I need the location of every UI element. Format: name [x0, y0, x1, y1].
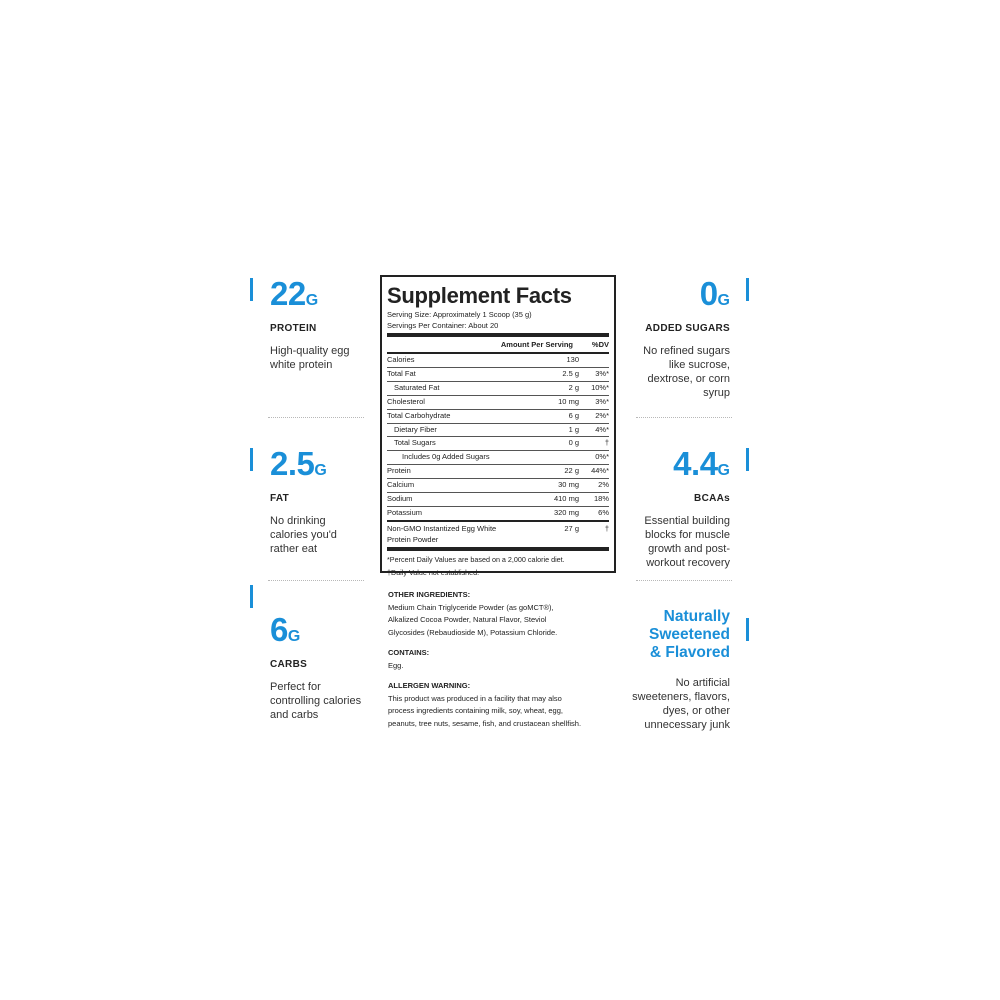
facts-footnotes — [387, 547, 609, 578]
servings-per-container: Servings Per Container: About 20 — [387, 321, 499, 330]
other-ingredients-text: Medium Chain Triglyceride Powder (as goMCT®), Alkalized Cocoa Powder, Natural Flavor, Steviol Glycosides (Rebaudioside M), Potassium Chloride. — [388, 602, 558, 637]
accent-bar — [250, 448, 253, 471]
facts-row: Cholesterol 10 mg 3%* — [387, 396, 609, 410]
accent-bar — [250, 585, 253, 608]
allergen-text: This product was produced in a facility that may also process ingredients containing milk, soy, wheat, egg, peanuts, tree nuts, sesame, fish, and crustacean shellfish. — [388, 693, 582, 728]
stat-value: 4.4G — [673, 445, 730, 482]
facts-row: Includes 0g Added Sugars 0%* — [387, 451, 609, 465]
stat-description: No drinking calories you'd rather eat — [270, 515, 337, 555]
accent-bar — [746, 448, 749, 471]
other-ingredients-heading: OTHER INGREDIENTS: — [388, 590, 471, 599]
supplement-facts-panel — [380, 275, 616, 577]
facts-title: Supplement Facts — [387, 283, 572, 308]
facts-row: Total Carbohydrate 6 g 2%* — [387, 410, 609, 424]
carbs-stat — [270, 612, 390, 722]
natural-title: Naturally Sweetened & Flavored — [649, 608, 730, 661]
added-sugars-stat — [600, 276, 730, 400]
facts-row: Sodium 410 mg 18% — [387, 493, 609, 507]
dv-header: %DV — [591, 340, 609, 349]
facts-row: Protein 22 g 44%* — [387, 465, 609, 479]
accent-bar — [746, 618, 749, 641]
stat-value: 0G — [699, 275, 730, 312]
divider — [268, 580, 364, 581]
accent-bar — [746, 278, 749, 301]
facts-header-row — [387, 337, 609, 354]
contains-text: Egg. — [388, 660, 404, 670]
facts-row: Dietary Fiber 1 g 4%* — [387, 424, 609, 438]
stat-label: CARBS — [270, 659, 308, 670]
facts-row: Total Sugars 0 g † — [387, 437, 609, 451]
stat-value: 2.5G — [270, 445, 327, 482]
stat-value: 22G — [270, 275, 319, 312]
footnote-not-established: †Daily Value not established. — [387, 567, 480, 577]
divider — [636, 417, 732, 418]
divider — [268, 417, 364, 418]
amount-per-serving-header: Amount Per Serving — [500, 340, 573, 349]
bcaas-stat — [600, 446, 730, 570]
ingredients-section — [388, 589, 628, 730]
stat-label: PROTEIN — [270, 323, 317, 334]
facts-row: Saturated Fat 2 g 10%* — [387, 382, 609, 396]
stat-description: Essential building blocks for muscle growth and post- workout recovery — [644, 515, 730, 569]
allergen-heading: ALLERGEN WARNING: — [388, 681, 471, 690]
fat-stat — [270, 446, 390, 556]
footnote-dv: *Percent Daily Values are based on a 2,000 calorie diet. — [387, 554, 565, 564]
contains-heading: CONTAINS: — [388, 648, 430, 657]
facts-row: Total Fat 2.5 g 3%* — [387, 368, 609, 382]
natural-description: No artificial sweeteners, flavors, dyes, or other unnecessary junk — [632, 677, 730, 731]
stat-description: Perfect for controlling calories and carbs — [270, 681, 362, 721]
accent-bar — [250, 278, 253, 301]
facts-row: Calories 130 — [387, 354, 609, 368]
facts-row: Non-GMO Instantized Egg White Protein Powder 27 g † — [387, 523, 609, 544]
protein-stat — [270, 276, 390, 372]
divider — [636, 580, 732, 581]
stat-value: 6G — [270, 611, 301, 648]
stat-label: FAT — [270, 493, 290, 504]
facts-row: Calcium 30 mg 2% — [387, 479, 609, 493]
stat-label: ADDED SUGARS — [645, 323, 730, 334]
stat-description: No refined sugars like sucrose, dextrose, or corn syrup — [643, 345, 730, 399]
serving-size: Serving Size: Approximately 1 Scoop (35 g) — [387, 310, 532, 319]
facts-row: Potassium 320 mg 6% — [387, 507, 609, 522]
stat-label: BCAAs — [694, 493, 730, 504]
stat-description: High-quality egg white protein — [270, 345, 350, 371]
